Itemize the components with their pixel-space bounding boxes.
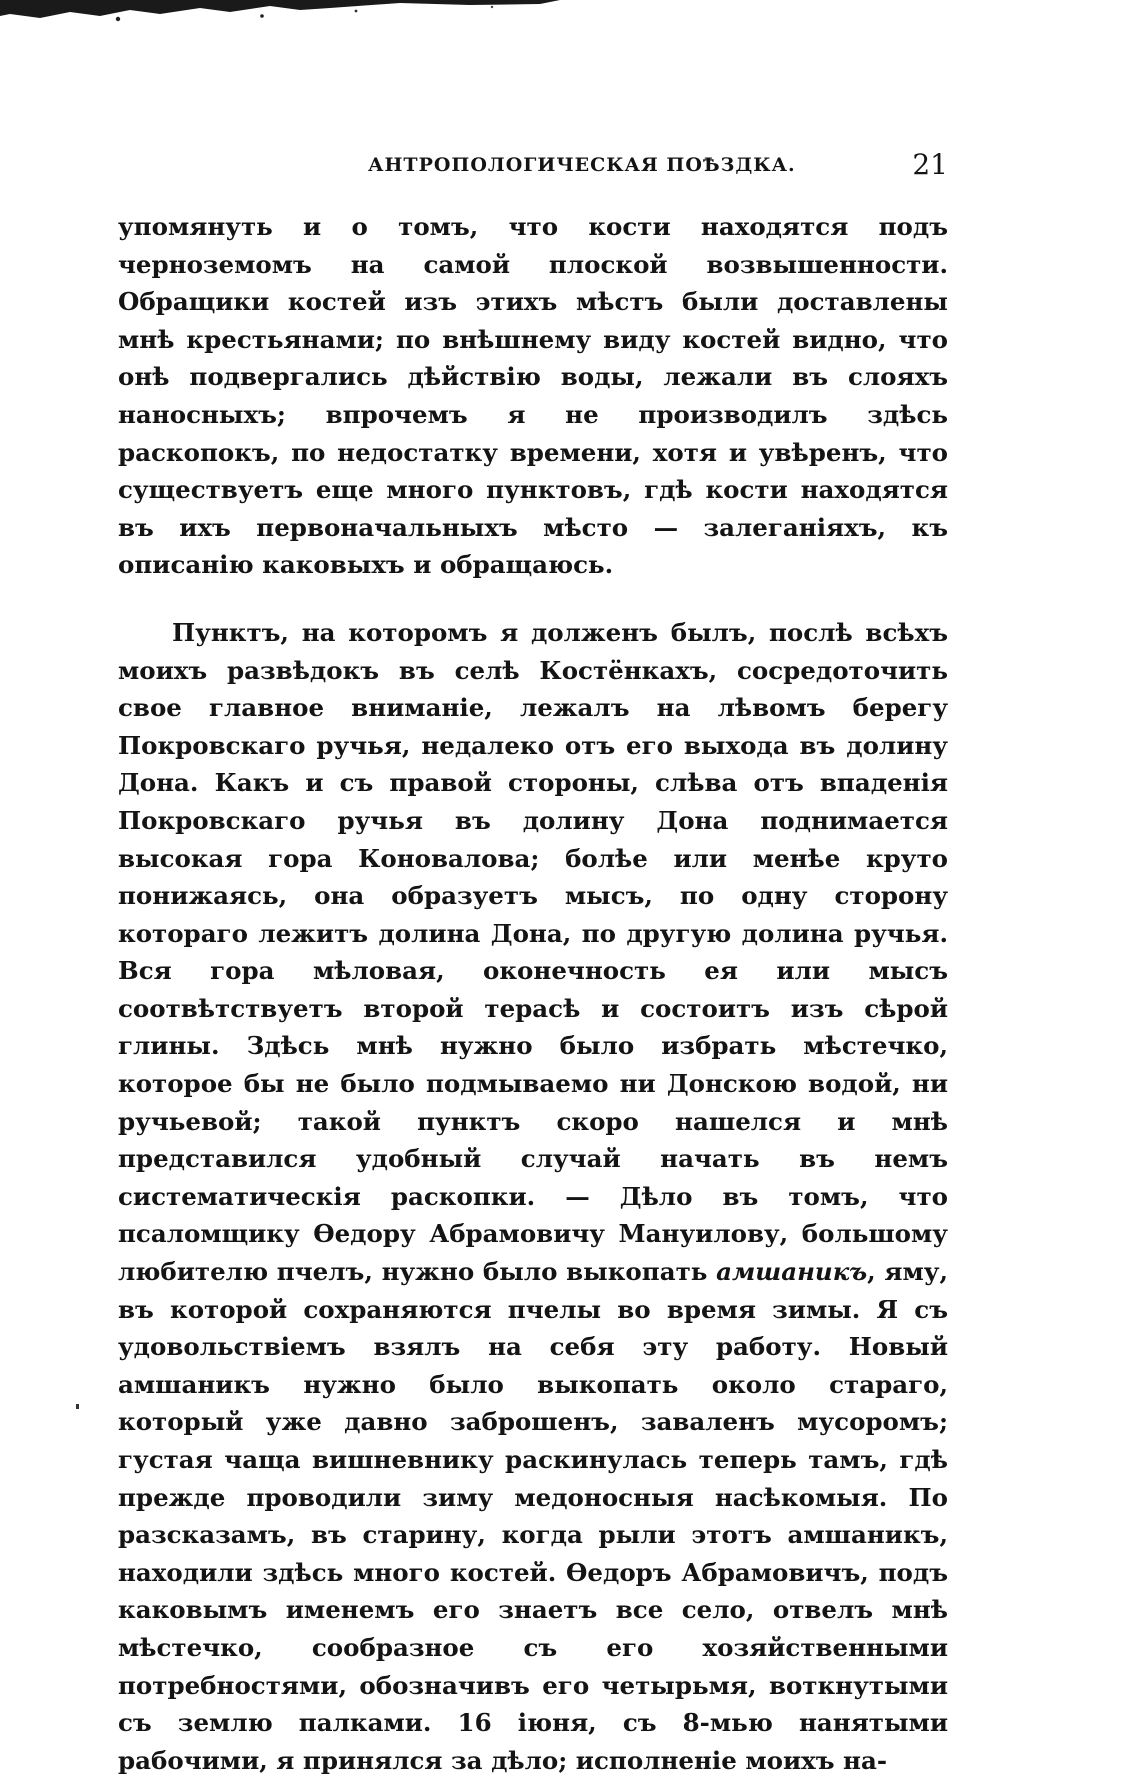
paragraph-1: упомянуть и о томъ, что кости находятся подъ черноземомъ на самой плоской возвышенности. Обращики костей изъ этихъ мѣстъ были доставлены мнѣ крестьянами; по внѣшнему виду костей видно, что онѣ подвергались дѣйствію воды, лежали въ слояхъ наносныхъ; впрочемъ я не производилъ здѣсь раскопокъ, по недостатку времени, хотя и увѣренъ, что существуетъ еще много пунктовъ, гдѣ кости находятся въ ихъ первоначальныхъ мѣсто — залеганіяхъ, къ описанію каковыхъ и обращаюсь. bbox=[118, 212, 948, 580]
scan-edge-artifact bbox=[0, 0, 560, 22]
paragraph-2-text-start: Пунктъ, на которомъ я долженъ былъ, послѣ всѣхъ моихъ развѣдокъ въ селѣ Костёнкахъ, сосредоточить свое главное вниманіе, лежалъ на лѣвомъ берегу Покровскаго ручья, недалеко отъ его выхода въ долину Дона. Какъ и съ правой стороны, слѣва отъ впаденія Покровскаго ручья въ долину Дона поднимается высокая гора Коновалова; болѣе или менѣе круто понижаясь, она образуетъ мысъ, по одну сторону котораго лежитъ долина Дона, по другую долина ручья. Вся гора мѣловая, оконечность ея или мысъ соотвѣтствуетъ второй терасѣ и состоитъ изъ сѣрой глины. Здѣсь мнѣ нужно было избрать мѣстечко, которое бы не было подмываемо ни Донскою водой, ни ручьевой; такой пунктъ скоро нашелся и мнѣ представился удобный случай начать въ немъ систематическія раскопки. — Дѣло въ томъ, что псаломщику Ѳедору Абрамовичу Мануилову, большому любителю пчелъ, нужно было выкопать bbox=[118, 617, 948, 1287]
running-title: АНТРОПОЛОГИЧЕСКАЯ ПОѢЗДКА. bbox=[368, 154, 796, 176]
paragraph-2 bbox=[118, 614, 948, 1779]
page-header bbox=[118, 148, 948, 188]
body-text bbox=[118, 208, 948, 1779]
scan-speck bbox=[76, 1404, 79, 1409]
paragraph-2-text-end: , яму, въ которой сохраняются пчелы во время зимы. Я съ удовольствіемъ взялъ на себя эту работу. Новый амшаникъ нужно было выкопать около стараго, который уже давно заброшенъ, заваленъ мусоромъ; густая чаща вишневнику раскинулась теперь тамъ, гдѣ прежде проводили зиму медоносныя насѣкомыя. По разсказамъ, въ старину, когда рыли этотъ амшаникъ, находили здѣсь много костей. Ѳедоръ Абрамовичъ, подъ каковымъ именемъ его знаетъ все село, отвелъ мнѣ мѣстечко, сообразное съ его хозяйственными потребностями, обозначивъ его четырьмя, воткнутыми съ землю палками. 16 іюня, съ 8-мью нанятыми рабочими, я принялся за дѣло; исполненіе моихъ на- bbox=[118, 1257, 949, 1775]
page-number: 21 bbox=[912, 148, 948, 181]
paragraph-2-italic-term: амшаникъ bbox=[716, 1257, 868, 1287]
